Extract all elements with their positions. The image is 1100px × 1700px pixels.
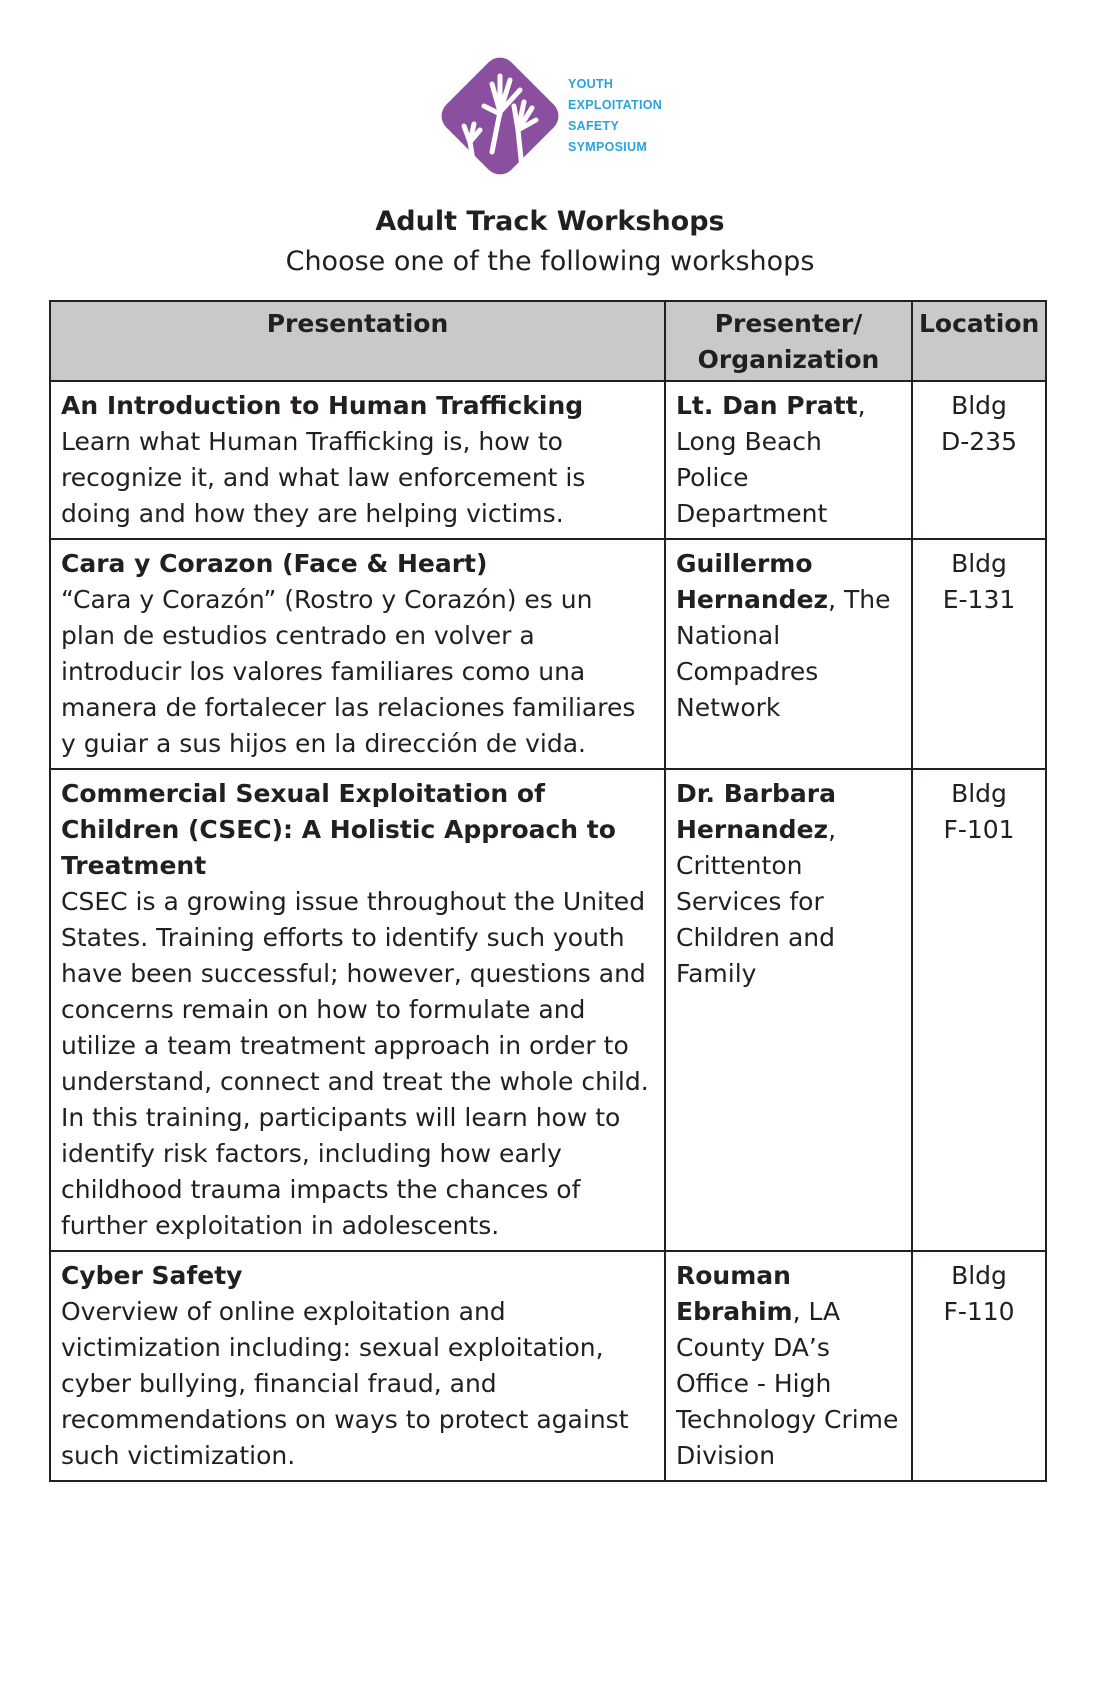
logo-line-4: SYMPOSIUM bbox=[568, 140, 648, 154]
table-row bbox=[50, 1251, 1046, 1481]
page-subtitle: Choose one of the following workshops bbox=[285, 246, 815, 277]
table-row bbox=[50, 539, 1046, 769]
location-room: F-110 bbox=[943, 1297, 1015, 1326]
table-header-row bbox=[50, 301, 1046, 381]
location-label: Bldg bbox=[951, 391, 1007, 420]
presentation-cell bbox=[50, 769, 665, 1251]
location-room: F-101 bbox=[943, 815, 1015, 844]
location-cell bbox=[912, 769, 1046, 1251]
table-row bbox=[50, 769, 1046, 1251]
workshops-table bbox=[49, 300, 1047, 1482]
location-cell bbox=[912, 539, 1046, 769]
presenter-organization: Long Beach Police Department bbox=[676, 427, 828, 528]
presenter-organization: The National Compadres Network bbox=[676, 585, 891, 722]
column-header-presenter: Presenter/ Organization bbox=[665, 301, 912, 381]
presenter-cell: Lt. Dan Pratt, Long Beach Police Department bbox=[665, 381, 912, 539]
location-room: E-131 bbox=[942, 585, 1016, 614]
presenter-cell: Rouman Ebrahim, LA County DA’s Office - High Technology Crime Division bbox=[665, 1251, 912, 1481]
presenter-organization: LA County DA’s Office - High Technology Crime Division bbox=[676, 1297, 899, 1470]
workshop-description: “Cara y Corazón” (Rostro y Corazón) es un plan de estudios centrado en volver a introducir los valores familiares como una manera de fortalecer las relaciones familiares y guiar a sus hijos en la dirección de vida. bbox=[61, 585, 636, 758]
location-label: Bldg bbox=[951, 1261, 1007, 1290]
column-header-presentation: Presentation bbox=[50, 301, 665, 381]
logo-line-2: EXPLOITATION bbox=[568, 98, 663, 112]
location-cell bbox=[912, 381, 1046, 539]
presentation-cell bbox=[50, 381, 665, 539]
presenter-name: Rouman Ebrahim bbox=[676, 1261, 793, 1326]
presenter-organization: Crittenton Services for Children and Family bbox=[676, 851, 835, 988]
logo-line-3: SAFETY bbox=[568, 119, 620, 133]
presentation-cell bbox=[50, 539, 665, 769]
presenter-name: Lt. Dan Pratt bbox=[676, 391, 858, 420]
location-label: Bldg bbox=[951, 779, 1007, 808]
workshop-title: Commercial Sexual Exploitation of Children (CSEC): A Holistic Approach to Treatment bbox=[61, 779, 616, 880]
location-room: D-235 bbox=[941, 427, 1017, 456]
workshop-description: Learn what Human Trafficking is, how to recognize it, and what law enforcement is doing and how they are helping victims. bbox=[61, 427, 586, 528]
location-cell bbox=[912, 1251, 1046, 1481]
hands-logo-icon bbox=[440, 56, 564, 184]
column-header-location: Location bbox=[912, 301, 1046, 381]
presentation-cell bbox=[50, 1251, 665, 1481]
presenter-cell: Dr. Barbara Hernandez, Crittenton Services for Children and Family bbox=[665, 769, 912, 1251]
workshop-description: CSEC is a growing issue throughout the United States. Training efforts to identify such youth have been successful; however, questions and concerns remain on how to formulate and utilize a team treatment approach in order to understand, connect and treat the whole child. In this training, participants will learn how to identify risk factors, including how early childhood trauma impacts the chances of further exploitation in adolescents. bbox=[61, 887, 649, 1240]
workshop-description: Overview of online exploitation and victimization including: sexual exploitation, cyber bullying, financial fraud, and recommendations on ways to protect against such victimization. bbox=[61, 1297, 629, 1470]
page-title: Adult Track Workshops bbox=[375, 206, 725, 237]
logo-line-1: YOUTH bbox=[568, 77, 614, 91]
table-row bbox=[50, 381, 1046, 539]
workshop-title: An Introduction to Human Trafficking bbox=[61, 391, 584, 420]
presenter-cell: Guillermo Hernandez, The National Compadres Network bbox=[665, 539, 912, 769]
symposium-logo bbox=[440, 56, 680, 184]
location-label: Bldg bbox=[951, 549, 1007, 578]
workshop-title: Cyber Safety bbox=[61, 1261, 243, 1290]
presenter-name: Dr. Barbara Hernandez bbox=[676, 779, 836, 844]
presenter-name: Guillermo Hernandez bbox=[676, 549, 829, 614]
workshop-title: Cara y Corazon (Face & Heart) bbox=[61, 549, 488, 578]
logo-wordmark bbox=[568, 74, 662, 158]
